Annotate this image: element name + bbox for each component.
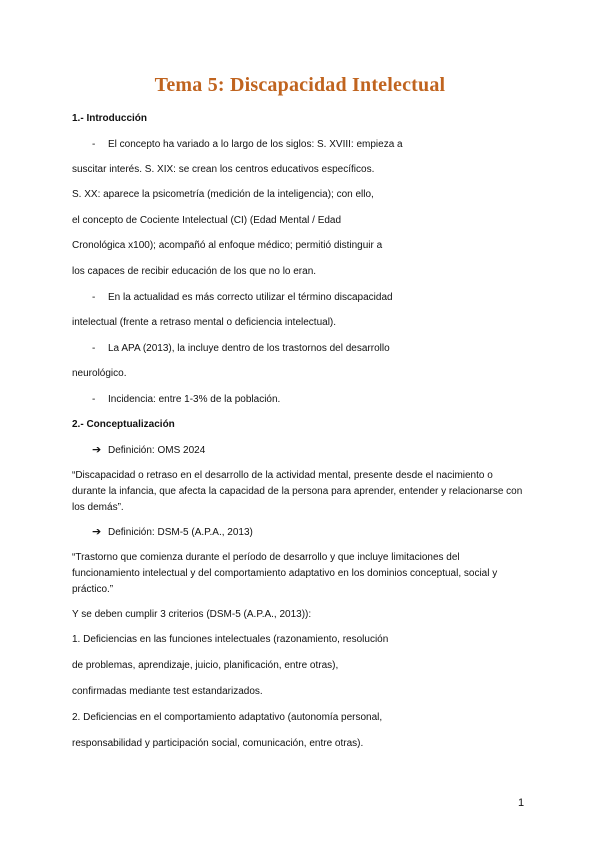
definition-label-dsm5: Definición: DSM-5 (A.P.A., 2013) (108, 527, 253, 538)
bullet-dash: - (92, 292, 96, 303)
criteria-line: 1. Deficiencias en las funciones intelectuales (razonamiento, resolución (72, 634, 389, 645)
definition-quote-dsm5: “Trastorno que comienza durante el período de desarrollo y que incluye limitaciones del funcionamiento intelectual y del comportamiento adaptativo en los dominios conceptual, social y práctico.” (72, 552, 498, 595)
definition-quote-oms: “Discapacidad o retraso en el desarrollo de la actividad mental, presente desde el nacimiento o durante la infancia, que afecta la capacidad de la persona para aprender, entender y relacionarse con los demás”. (72, 470, 523, 513)
paragraph-line: los capaces de recibir educación de los que no lo eran. (72, 266, 317, 277)
section-heading-intro: 1.- Introducción (72, 113, 147, 124)
paragraph-line: Cronológica x100); acompañó al enfoque médico; permitió distinguir a (72, 240, 383, 251)
criteria-line: 2. Deficiencias en el comportamiento adaptativo (autonomía personal, (72, 712, 383, 723)
arrow-icon: ➔ (92, 526, 102, 538)
section-heading-concept: 2.- Conceptualización (72, 419, 175, 430)
paragraph-line: el concepto de Cociente Intelectual (CI) (Edad Mental / Edad (72, 215, 342, 226)
paragraph-line: Incidencia: entre 1-3% de la población. (108, 394, 281, 405)
definition-label-oms: Definición: OMS 2024 (108, 445, 206, 456)
paragraph-line: El concepto ha variado a lo largo de los siglos: S. XVIII: empieza a (108, 139, 403, 150)
criteria-line: de problemas, aprendizaje, juicio, planificación, entre otras), (72, 660, 339, 671)
paragraph-line: La APA (2013), la incluye dentro de los trastornos del desarrollo (108, 343, 390, 354)
bullet-dash: - (92, 394, 96, 405)
paragraph-line: S. XX: aparece la psicometría (medición de la inteligencia); con ello, (72, 189, 374, 200)
criteria-intro: Y se deben cumplir 3 criterios (DSM-5 (A.P.A., 2013)): (72, 609, 312, 620)
paragraph-line: neurológico. (72, 368, 127, 379)
paragraph-line: intelectual (frente a retraso mental o deficiencia intelectual). (72, 317, 337, 328)
criteria-line: responsabilidad y participación social, comunicación, entre otras). (72, 738, 364, 749)
paragraph-line: En la actualidad es más correcto utilizar el término discapacidad (108, 292, 393, 303)
page-title: Tema 5: Discapacidad Intelectual (154, 74, 446, 96)
arrow-icon: ➔ (92, 444, 102, 456)
bullet-dash: - (92, 343, 96, 354)
paragraph-line: suscitar interés. S. XIX: se crean los centros educativos específicos. (72, 164, 375, 175)
bullet-dash: - (92, 139, 96, 150)
page-number: 1 (518, 797, 525, 809)
criteria-line: confirmadas mediante test estandarizados. (72, 686, 263, 697)
